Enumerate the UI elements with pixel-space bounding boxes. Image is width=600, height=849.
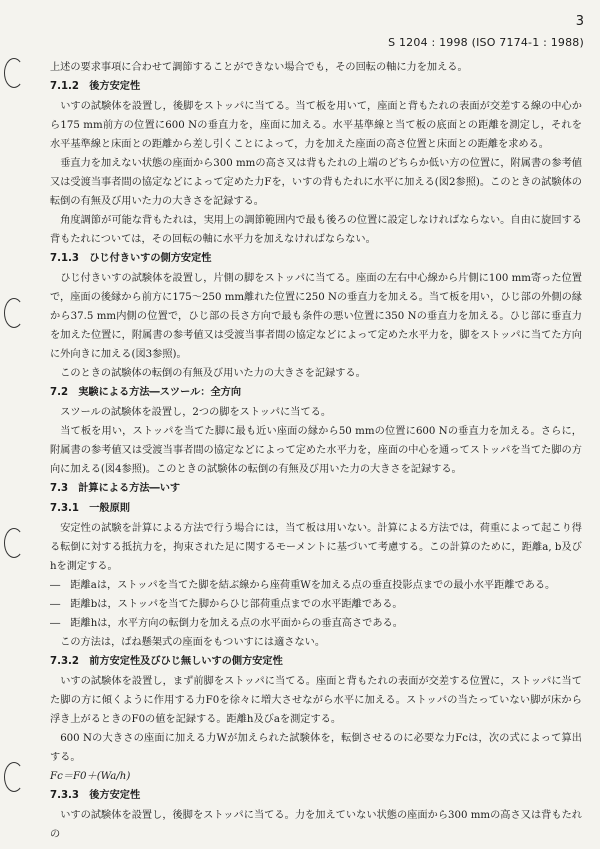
paragraph: この方法は，ばね懸架式の座面をもついすには適さない。 [60, 637, 326, 648]
definition-item: ― 距離bは，ストッパを当てた脚からひじ部荷重点までの水平距離である。 [50, 599, 403, 610]
paragraph: いすの試験体を設置し，後脚をストッパに当てる。当て板を用いて，座面と背もたれの表面が交差する線の中心から175 mm前方の位置に600 Nの垂直力を，座面に加える。水平基準線と当て板の底面との距離を測定し，それを水平基準線と床面との距離から差し引くことによって，力を加えた座面の高さ位置と床面との距離を求める。 [50, 101, 582, 150]
section-heading: 7.2 実験による方法―スツール：全方向 [50, 387, 242, 398]
section-heading: 7.3.1 一般原則 [50, 503, 130, 514]
section-heading: 7.3.3 後方安定性 [50, 790, 141, 801]
section-heading: 7.3.2 前方安定性及びひじ無しいすの側方安定性 [50, 656, 283, 667]
paragraph: ひじ付きいすの試験体を設置し，片側の脚をストッパに当てる。座面の左右中心線から片側に100 mm寄った位置で，座面の後縁から前方に175〜250 mm離れた位置に250 Nの垂直力を加える。当て板を用い，ひじ部の外側の縁から37.5 mm内側の位置で，ひじ部の長さ方向で最も条件の悪い位置に350 Nの垂直力を加える。ひじ部に垂直力を加えた位置に，附属書の参考値又は受渡当事者間の協定などによって定めた水平力を，脚をストッパに当てた方向に外向きに加える(図3参照)。 [50, 273, 582, 360]
paragraph: このときの試験体の転倒の有無及び用いた力の大きさを記録する。 [60, 368, 366, 379]
section-heading: 7.3 計算による方法―いす [50, 483, 181, 494]
definition-item: ― 距離hは，水平方向の転倒力を加える点の水平面からの垂直高さである。 [50, 618, 403, 629]
page-number: 3 [575, 14, 584, 29]
formula: Fc＝F0＋(Wa/h) [50, 771, 131, 782]
binding-hole-mark [4, 528, 24, 558]
paragraph: 安定性の試験を計算による方法で行う場合には，当て板は用いない。計算による方法では，荷重によって起こり得る転倒に対する抵抗力を，拘束された足に関するモーメントに基づいて考慮する。この計算のために，距離a, b及びhを測定する。 [50, 523, 582, 572]
section-heading: 7.1.3 ひじ付きいすの側方安定性 [50, 253, 212, 264]
definition-item: ― 距離aは，ストッパを当てた脚を結ぶ線から座荷重Wを加える点の垂直投影点までの最小水平距離である。 [50, 580, 556, 591]
paragraph: 垂直力を加えない状態の座面から300 mmの高さ又は背もたれの上端のどちらか低い方の位置に，附属書の参考値又は受渡当事者間の協定などによって定めた力Fを，いすの背もたれに水平に加える(図2参照)。このときの試験体の転倒の有無及び用いた力の大きさを記録する。 [50, 158, 582, 207]
binding-hole-mark [4, 298, 24, 328]
paragraph: 当て板を用い，ストッパを当てた脚に最も近い座面の縁から50 mmの位置に600 Nの垂直力を加える。さらに，附属書の参考値又は受渡当事者間の協定などによって定めた水平力を，座面の中心を通ってストッパを当てた脚の方向に加える(図4参照)。このときの試験体の転倒の有無及び用いた力の大きさを記録する。 [50, 426, 582, 475]
document-body [50, 58, 582, 844]
paragraph: いすの試験体を設置し，まず前脚をストッパに当てる。座面と背もたれの表面が交差する位置に，ストッパに当てた脚の方に傾くように作用する力F0を徐々に増大させながら水平に加える。ストッパの当たっていない脚が床から浮き上がるときのF0の値を記録する。距離h及びaを測定する。 [50, 676, 582, 725]
paragraph: 角度調節が可能な背もたれは，実用上の調節範囲内で最も後ろの位置に設定しなければならない。自由に旋回する背もたれについては，その回転の軸に水平力を加えなければならない。 [50, 215, 582, 245]
paragraph: いすの試験体を設置し，後脚をストッパに当てる。力を加えていない状態の座面から300 mmの高さ又は背もたれの [50, 810, 582, 840]
paragraph: 上述の要求事項に合わせて調節することができない場合でも，その回転の軸に力を加える。 [50, 62, 468, 73]
paragraph: スツールの試験体を設置し，2つの脚をストッパに当てる。 [60, 407, 332, 418]
paragraph: 600 Nの大きさの座面に加える力Wが加えられた試験体を，転倒させるのに必要な力Fcは，次の式によって算出する。 [50, 733, 582, 763]
section-heading: 7.1.2 後方安定性 [50, 81, 141, 92]
standard-identifier: S 1204 : 1998 (ISO 7174-1 : 1988) [388, 36, 584, 49]
binding-hole-mark [4, 762, 24, 792]
binding-hole-mark [4, 58, 24, 88]
